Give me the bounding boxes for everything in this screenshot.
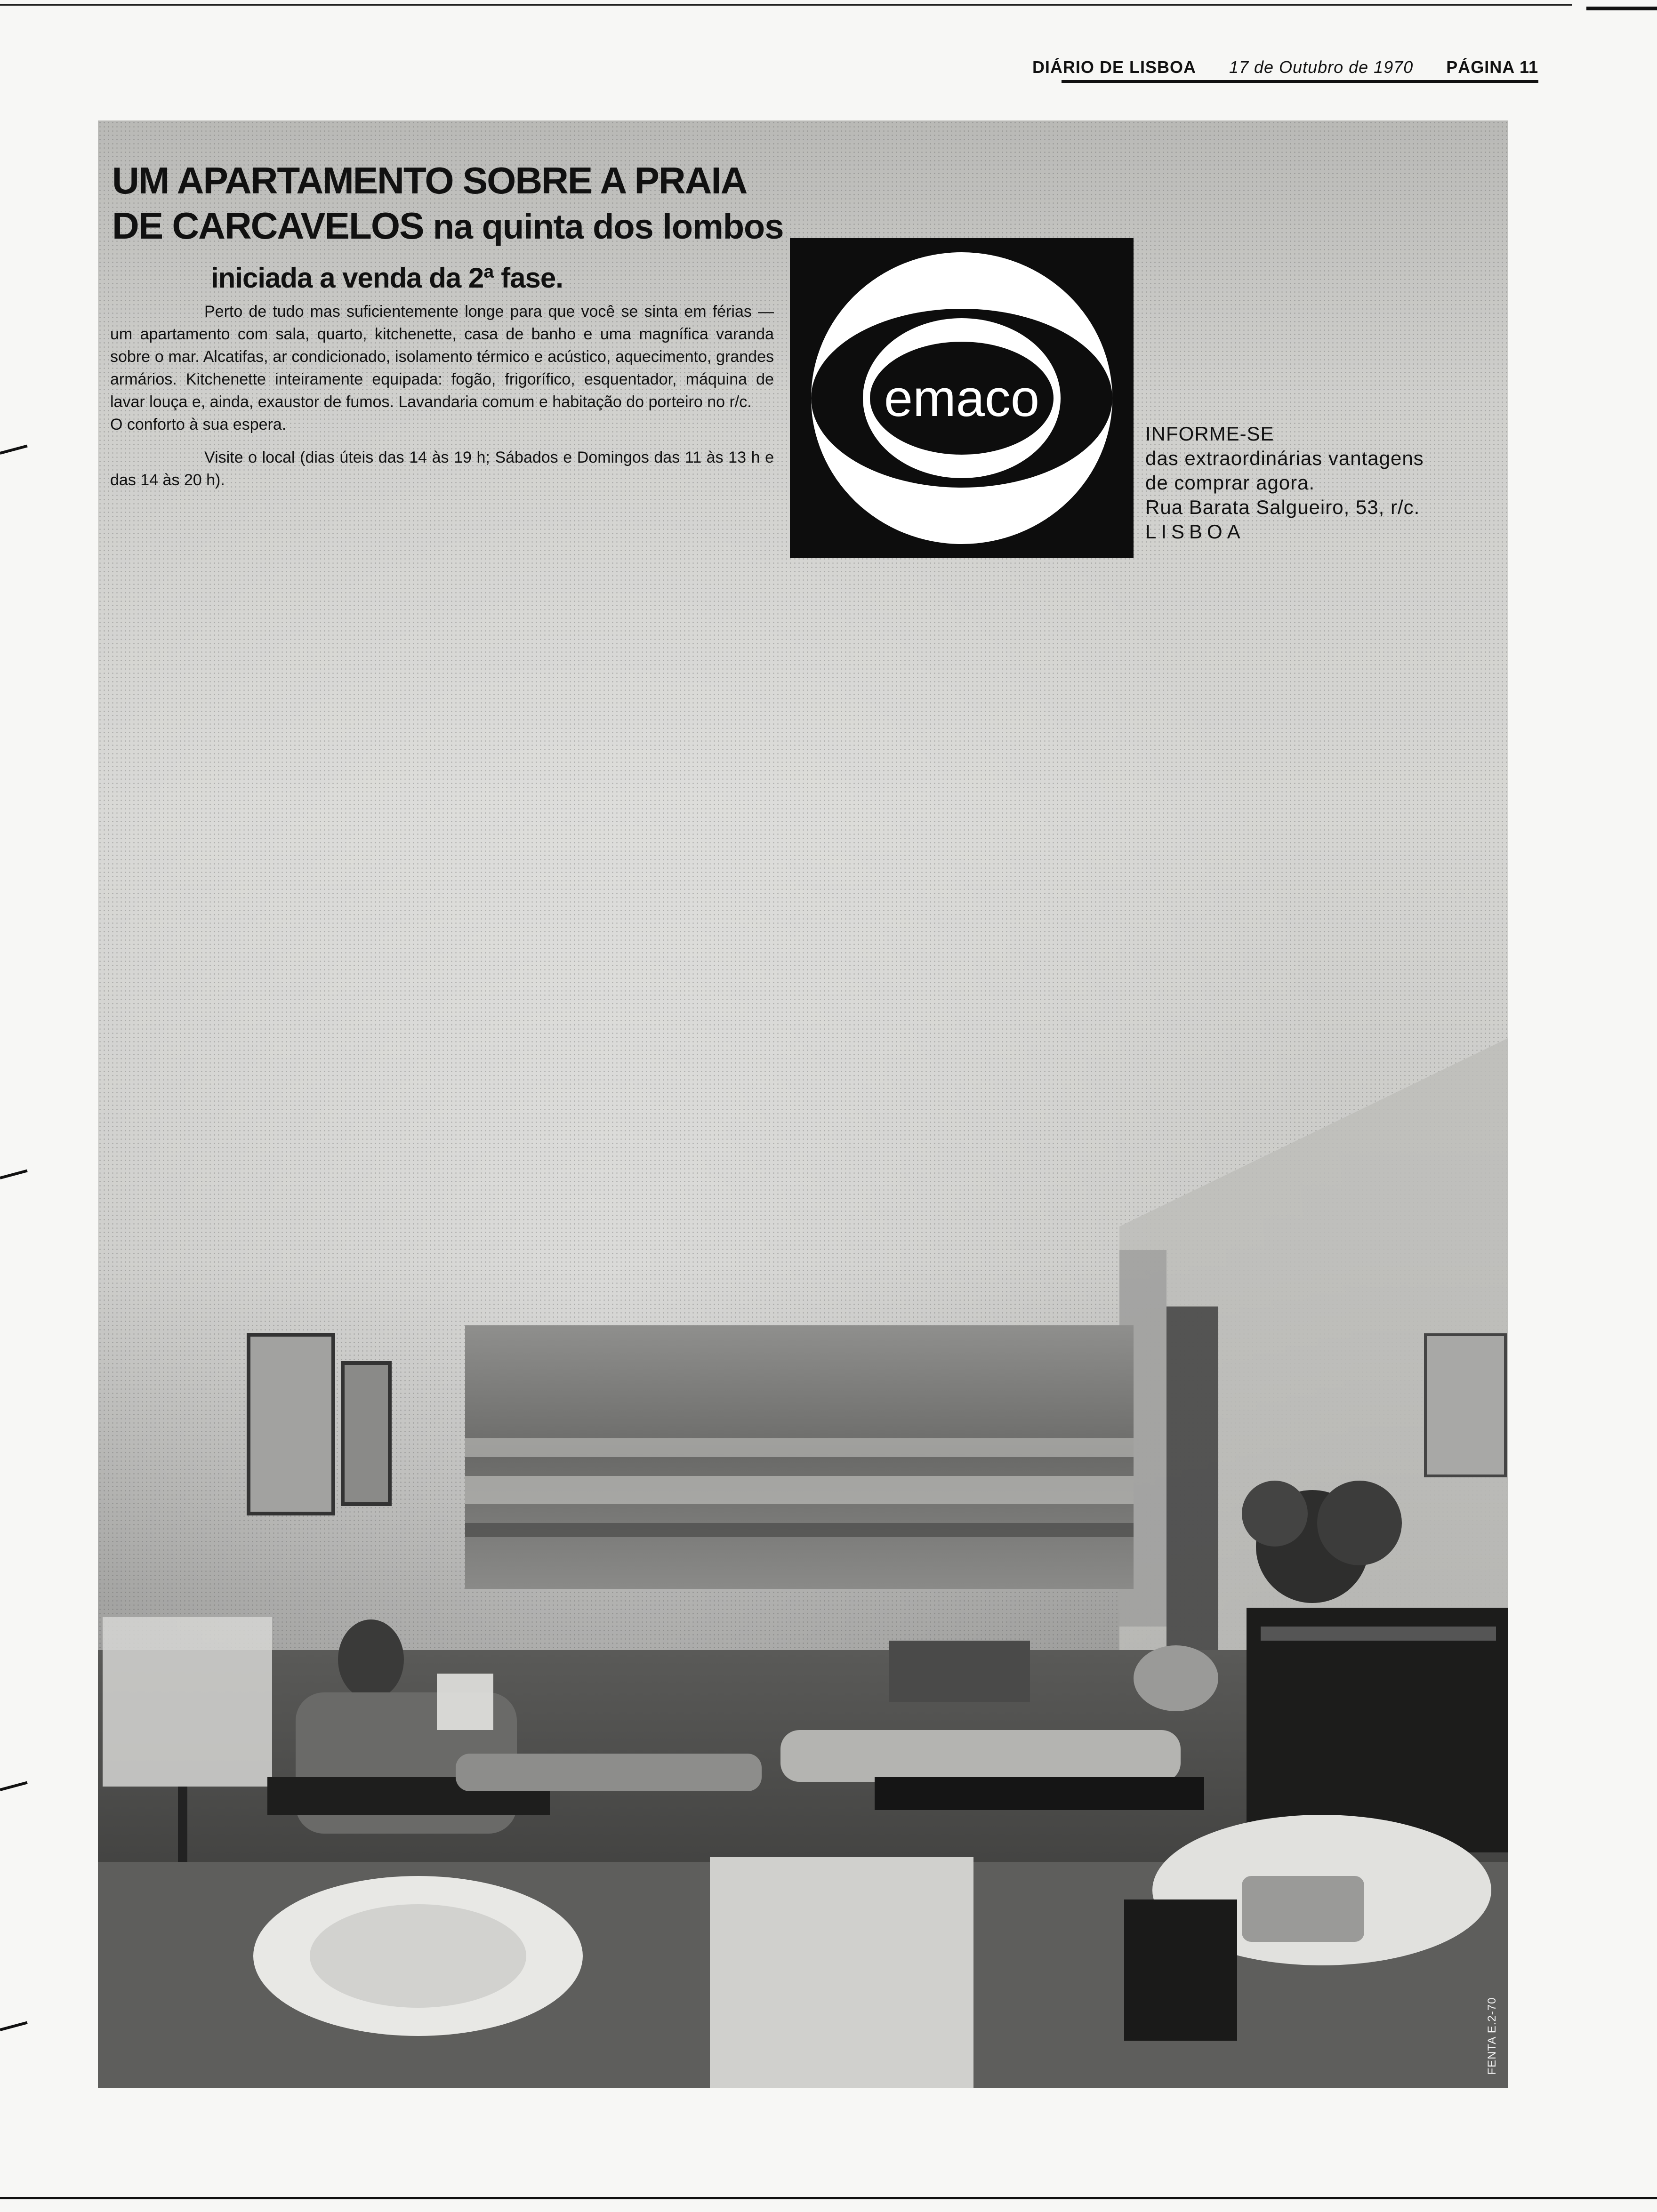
header-rule <box>1062 80 1538 83</box>
margin-mark <box>0 1781 28 1791</box>
issue-date: 17 de Outubro de 1970 <box>1229 57 1414 77</box>
ad-body <box>110 300 774 491</box>
page-number: PÁGINA 11 <box>1446 57 1538 77</box>
page-top-rule <box>0 4 1572 6</box>
headline-line-2-bold: DE CARCAVELOS <box>112 205 424 247</box>
contact-city: LISBOA <box>1145 521 1245 543</box>
emaco-logo-mark <box>790 238 1134 558</box>
advertisement <box>98 120 1508 2088</box>
ad-visit-info: Visite o local (dias úteis das 14 às 19 h; Sábados e Domingos das 11 às 13 h e das 14 às 20 h). <box>110 449 774 489</box>
margin-mark <box>0 1170 28 1179</box>
page-bottom-rule <box>0 2197 1657 2199</box>
ad-comfort-line: O conforto à sua espera. <box>110 416 287 433</box>
page-top-rule-mark <box>1586 7 1657 10</box>
page-header <box>1032 57 1538 77</box>
contact-address: Rua Barata Salgueiro, 53, r/c. <box>1145 496 1420 518</box>
contact-block <box>1145 422 1424 544</box>
headline-line-2-rest: na quinta dos lombos <box>433 207 784 246</box>
informe-line-2: de comprar agora. <box>1145 472 1315 494</box>
ad-headline <box>112 158 903 249</box>
margin-mark <box>0 445 28 455</box>
margin-mark <box>0 2021 28 2031</box>
agency-credit <box>1483 1991 1502 2081</box>
informe-line-1: das extraordinárias vantagens <box>1145 447 1424 469</box>
newspaper-name: DIÁRIO DE LISBOA <box>1032 57 1196 77</box>
ad-body-paragraph: Perto de tudo mas suficientemente longe para que você se sinta em férias — um apartamento com sala, quarto, kitchenette, casa de banho e uma magnífica varanda sobre o mar. Alcatifas, ar condicionado, isolamento térmico e acústico, aquecimento, grandes armários. Kitchenette inteiramente equipada: fogão, frigorífico, esquentador, máquina de lavar louça e, ainda, exaustor de fumos. Lavandaria comum e habitação do porteiro no r/c. <box>110 303 774 411</box>
informe-title: INFORME-SE <box>1145 423 1274 445</box>
headline-line-1: UM APARTAMENTO SOBRE A PRAIA <box>112 160 747 201</box>
ad-subhead: iniciada a venda da 2ª fase. <box>211 262 563 294</box>
logo-wordmark: emaco <box>884 369 1040 427</box>
agency-credit-text: FENTA E.2-70 <box>1486 1997 1498 2075</box>
emaco-logo <box>790 238 1134 558</box>
